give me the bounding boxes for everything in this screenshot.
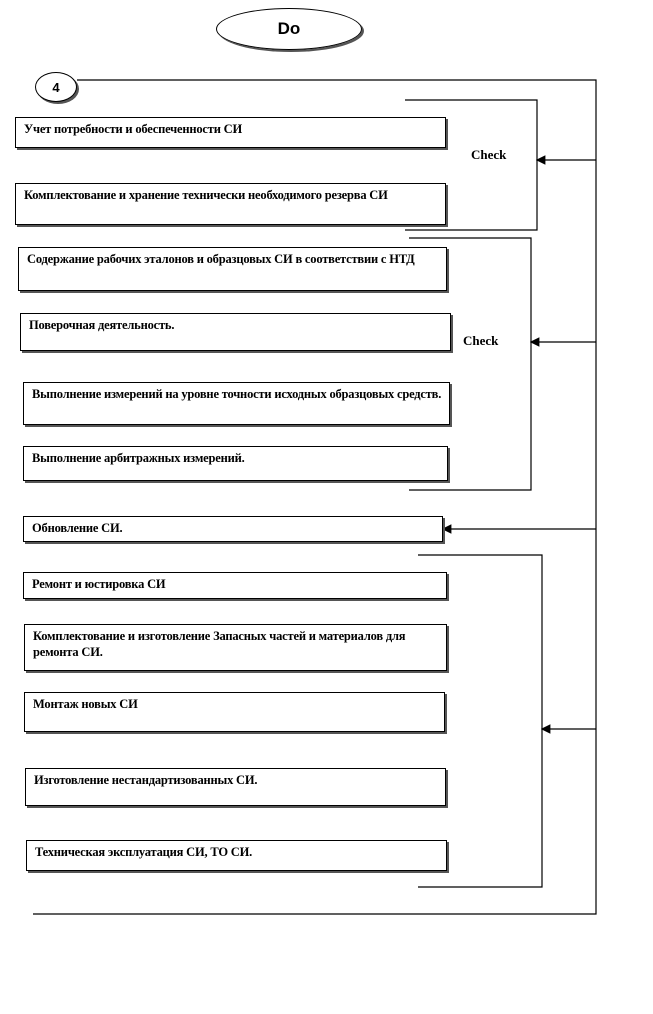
- box-technical-operation: [26, 840, 447, 871]
- step-number-label: 4: [52, 79, 60, 95]
- step-number-badge: [35, 72, 77, 102]
- box-text: Содержание рабочих эталонов и образцовых СИ в соответствии с НТД: [27, 252, 415, 266]
- box-verification-activity: [20, 313, 451, 351]
- box-text: Обновление СИ.: [32, 521, 123, 535]
- box-text: Поверочная деятельность.: [29, 318, 175, 332]
- box-text: Выполнение измерений на уровне точности исходных образцовых средств.: [32, 387, 442, 401]
- box-text: Комплектование и хранение технически необходимого резерва СИ: [24, 188, 388, 202]
- box-text: Выполнение арбитражных измерений.: [32, 451, 245, 465]
- do-header-title: Do: [277, 19, 301, 38]
- box-text: Техническая эксплуатация СИ, ТО СИ.: [35, 845, 253, 859]
- check-label-group-1: Check: [471, 147, 507, 162]
- box-text: Монтаж новых СИ: [33, 697, 138, 711]
- box-precision-measurements: [23, 382, 450, 425]
- box-text: Учет потребности и обеспеченности СИ: [24, 122, 243, 136]
- box-text: Ремонт и юстировка СИ: [32, 577, 166, 591]
- box-text: Изготовление нестандартизованных СИ.: [34, 773, 258, 787]
- box-update: [23, 516, 443, 542]
- box-installation: [24, 692, 445, 732]
- box-standards-maintenance: [18, 247, 447, 291]
- do-header-ellipse: [216, 8, 362, 50]
- box-needs-accounting: [15, 117, 446, 148]
- box-spare-parts: [24, 624, 447, 671]
- box-text: Комплектование и изготовление Запасных частей и материалов для ремонта СИ.: [33, 629, 406, 659]
- check-label-group-2: Check: [463, 333, 499, 348]
- box-reserve-storage: [15, 183, 446, 225]
- box-repair-adjustment: [23, 572, 447, 599]
- box-nonstandard-manufacturing: [25, 768, 446, 806]
- box-arbitration-measurements: [23, 446, 448, 481]
